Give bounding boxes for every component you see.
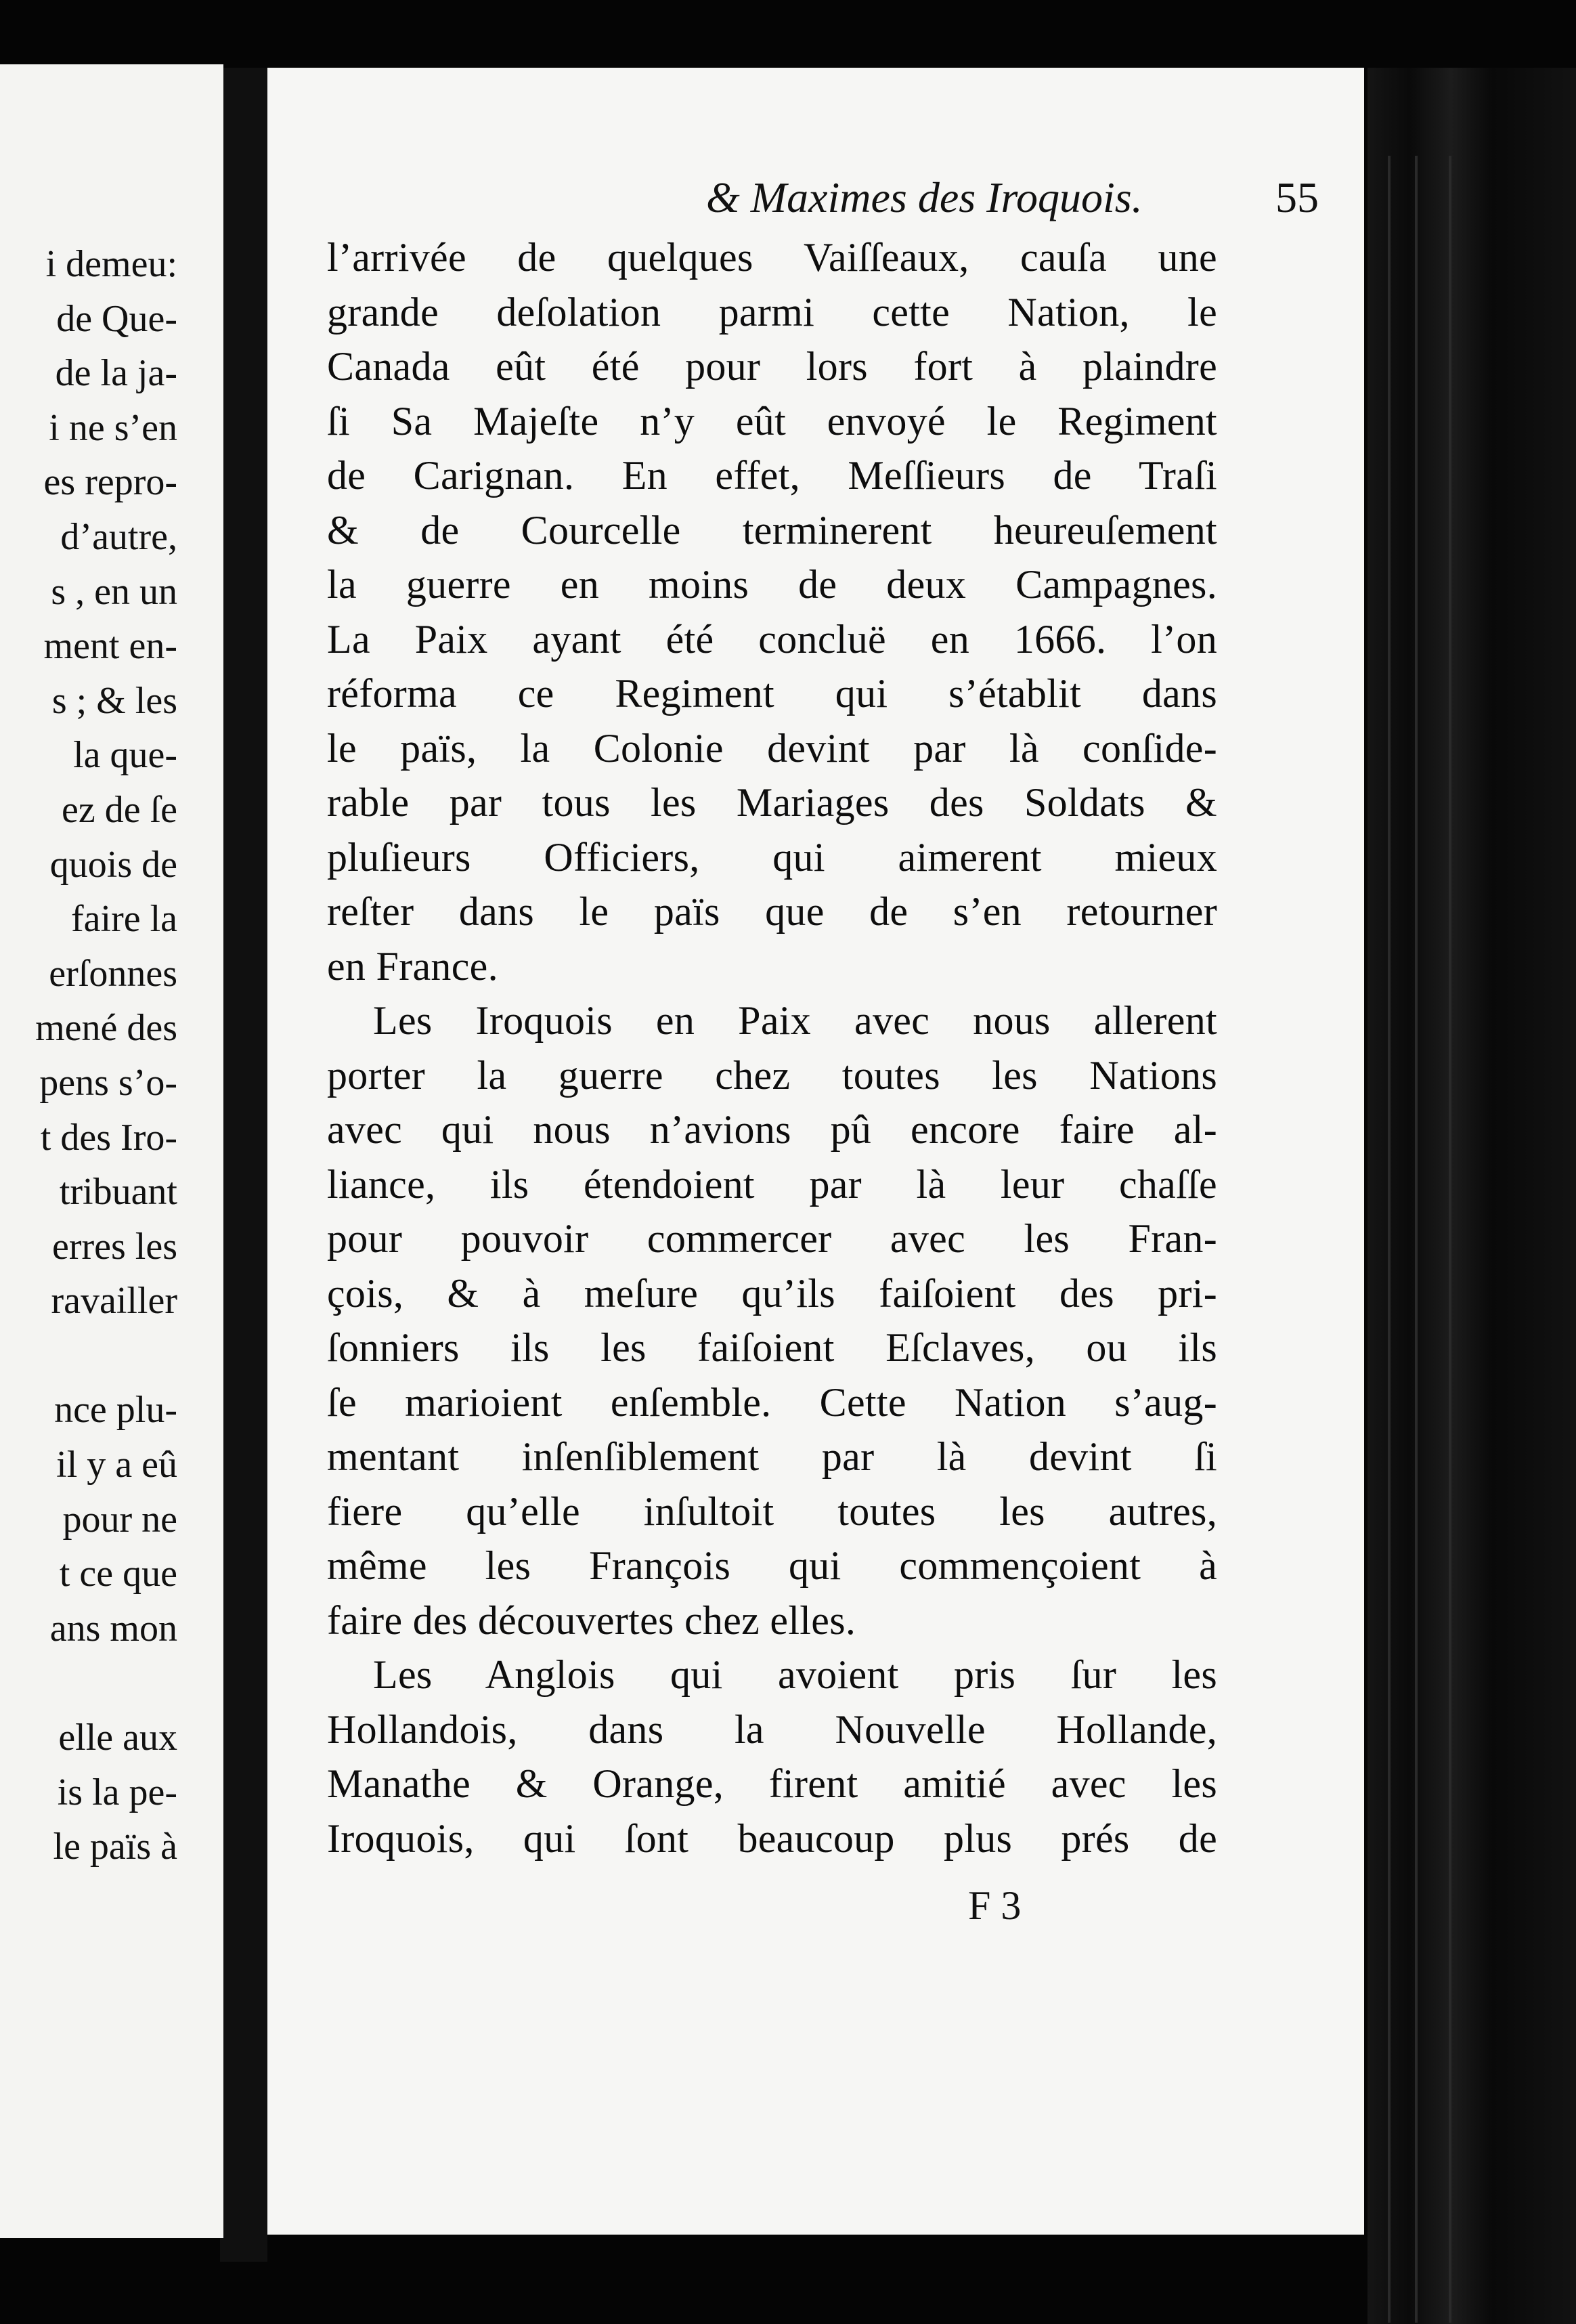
left-text-line: i ne s’en xyxy=(49,406,177,449)
left-page xyxy=(0,64,223,2238)
left-text-line: pour ne xyxy=(62,1498,177,1541)
left-text-line: quois de xyxy=(49,843,177,886)
left-text-line: erres les xyxy=(51,1225,177,1268)
left-text-line: i demeu: xyxy=(45,243,177,285)
left-text-line: le païs à xyxy=(53,1826,177,1868)
page-edge-line xyxy=(1415,156,1418,2323)
left-text-line: nce plu- xyxy=(54,1389,177,1432)
body-text-line: réforma ce Regiment qui s’établit dans xyxy=(327,671,1217,716)
body-text-line: grande deſolation parmi cette Nation, le xyxy=(327,289,1217,335)
left-page-text xyxy=(35,237,177,1874)
right-page xyxy=(267,68,1364,2235)
body-text-line: liance, ils étendoient par là leur chaſſe xyxy=(327,1161,1217,1207)
body-text-line: de Carignan. En effet, Meſſieurs de Traſi xyxy=(327,453,1217,498)
body-text-line: pour pouvoir commercer avec les Fran- xyxy=(327,1216,1217,1261)
body-text-line: ſe marioient enſemble. Cette Nation s’aug- xyxy=(327,1379,1217,1425)
left-text-line: erſonnes xyxy=(49,952,177,995)
body-text-line: Les Anglois qui avoient pris ſur les xyxy=(373,1652,1217,1697)
body-text-line: çois, & à meſure qu’ils faiſoient des pri- xyxy=(327,1270,1217,1316)
left-text-line: tribuant xyxy=(59,1171,177,1213)
left-text-line: ravailler xyxy=(51,1280,177,1322)
body-text-line: fiere qu’elle inſultoit toutes les autres, xyxy=(327,1488,1217,1534)
page-edge-line xyxy=(1449,156,1451,2323)
left-text-line: de la ja- xyxy=(55,352,177,395)
body-text-line: pluſieurs Officiers, qui aimerent mieux xyxy=(327,834,1217,880)
body-text-line: même les François qui commençoient à xyxy=(327,1543,1217,1588)
left-text-line xyxy=(35,1329,177,1383)
body-text-line: Canada eût été pour lors fort à plaindre xyxy=(327,344,1217,389)
body-text-line: la guerre en moins de deux Campagnes. xyxy=(327,562,1217,607)
left-text-line: t ce que xyxy=(59,1553,177,1595)
body-text-line: faire des découvertes chez elles. xyxy=(327,1597,856,1643)
body-text-line: Manathe & Orange, firent amitié avec les xyxy=(327,1761,1217,1806)
body-text-line: reſter dans le païs que de s’en retourner xyxy=(327,889,1217,934)
left-text-line: ment en- xyxy=(43,625,177,668)
signature-mark: F 3 xyxy=(968,1883,1022,1928)
body-text-line: Hollandois, dans la Nouvelle Hollande, xyxy=(327,1706,1217,1752)
body-text-line: l’arrivée de quelques Vaiſſeaux, cauſa une xyxy=(327,235,1217,280)
page-number: 55 xyxy=(1275,173,1319,221)
running-title: & Maximes des Iroquois. xyxy=(706,173,1143,221)
left-text-line xyxy=(35,1656,177,1710)
left-text-line: elle aux xyxy=(58,1717,177,1759)
body-text-line: mentant inſenſiblement par là devint ſi xyxy=(327,1434,1217,1479)
body-text-line: ſonniers ils les faiſoient Eſclaves, ou ils xyxy=(327,1325,1217,1370)
left-text-line: il y a eû xyxy=(56,1444,177,1486)
page-edge-line xyxy=(1388,156,1391,2323)
body-text-line: le païs, la Colonie devint par là conſide- xyxy=(327,725,1217,771)
body-text-line: avec qui nous n’avions pû encore faire al- xyxy=(327,1107,1217,1152)
left-text-line: pens s’o- xyxy=(39,1061,177,1104)
left-text-line: ez de ſe xyxy=(62,788,177,831)
body-text-line: en France. xyxy=(327,943,498,989)
left-text-line: is la pe- xyxy=(57,1771,177,1813)
running-head xyxy=(435,173,1319,234)
body-text-line: rable par tous les Mariages des Soldats & xyxy=(327,780,1217,825)
body-text-line: & de Courcelle terminerent heureuſement xyxy=(327,507,1217,553)
left-text-line: d’autre, xyxy=(60,515,177,558)
body-text-line: Les Iroquois en Paix avec nous allerent xyxy=(373,998,1217,1043)
body-text-line: Iroquois, qui ſont beaucoup plus prés de xyxy=(327,1815,1217,1861)
left-text-line: s , en un xyxy=(51,570,177,613)
left-text-line: faire la xyxy=(71,898,177,941)
left-text-line: t des Iro- xyxy=(40,1116,177,1159)
left-text-line: ans mon xyxy=(49,1607,177,1650)
body-text-line: porter la guerre chez toutes les Nations xyxy=(327,1052,1217,1098)
left-text-line: de Que- xyxy=(56,297,177,340)
book-gutter xyxy=(220,68,267,2262)
body-text-line: ſi Sa Majeſte n’y eût envoyé le Regiment xyxy=(327,398,1217,444)
body-text-line: La Paix ayant été concluë en 1666. l’on xyxy=(327,616,1217,662)
left-text-line: s ; & les xyxy=(51,679,177,722)
body-text xyxy=(327,230,1217,1866)
left-text-line: es repro- xyxy=(43,461,177,504)
left-text-line: mené des xyxy=(35,1007,177,1050)
page-edges xyxy=(1367,68,1576,2324)
left-text-line: la que- xyxy=(73,734,177,777)
